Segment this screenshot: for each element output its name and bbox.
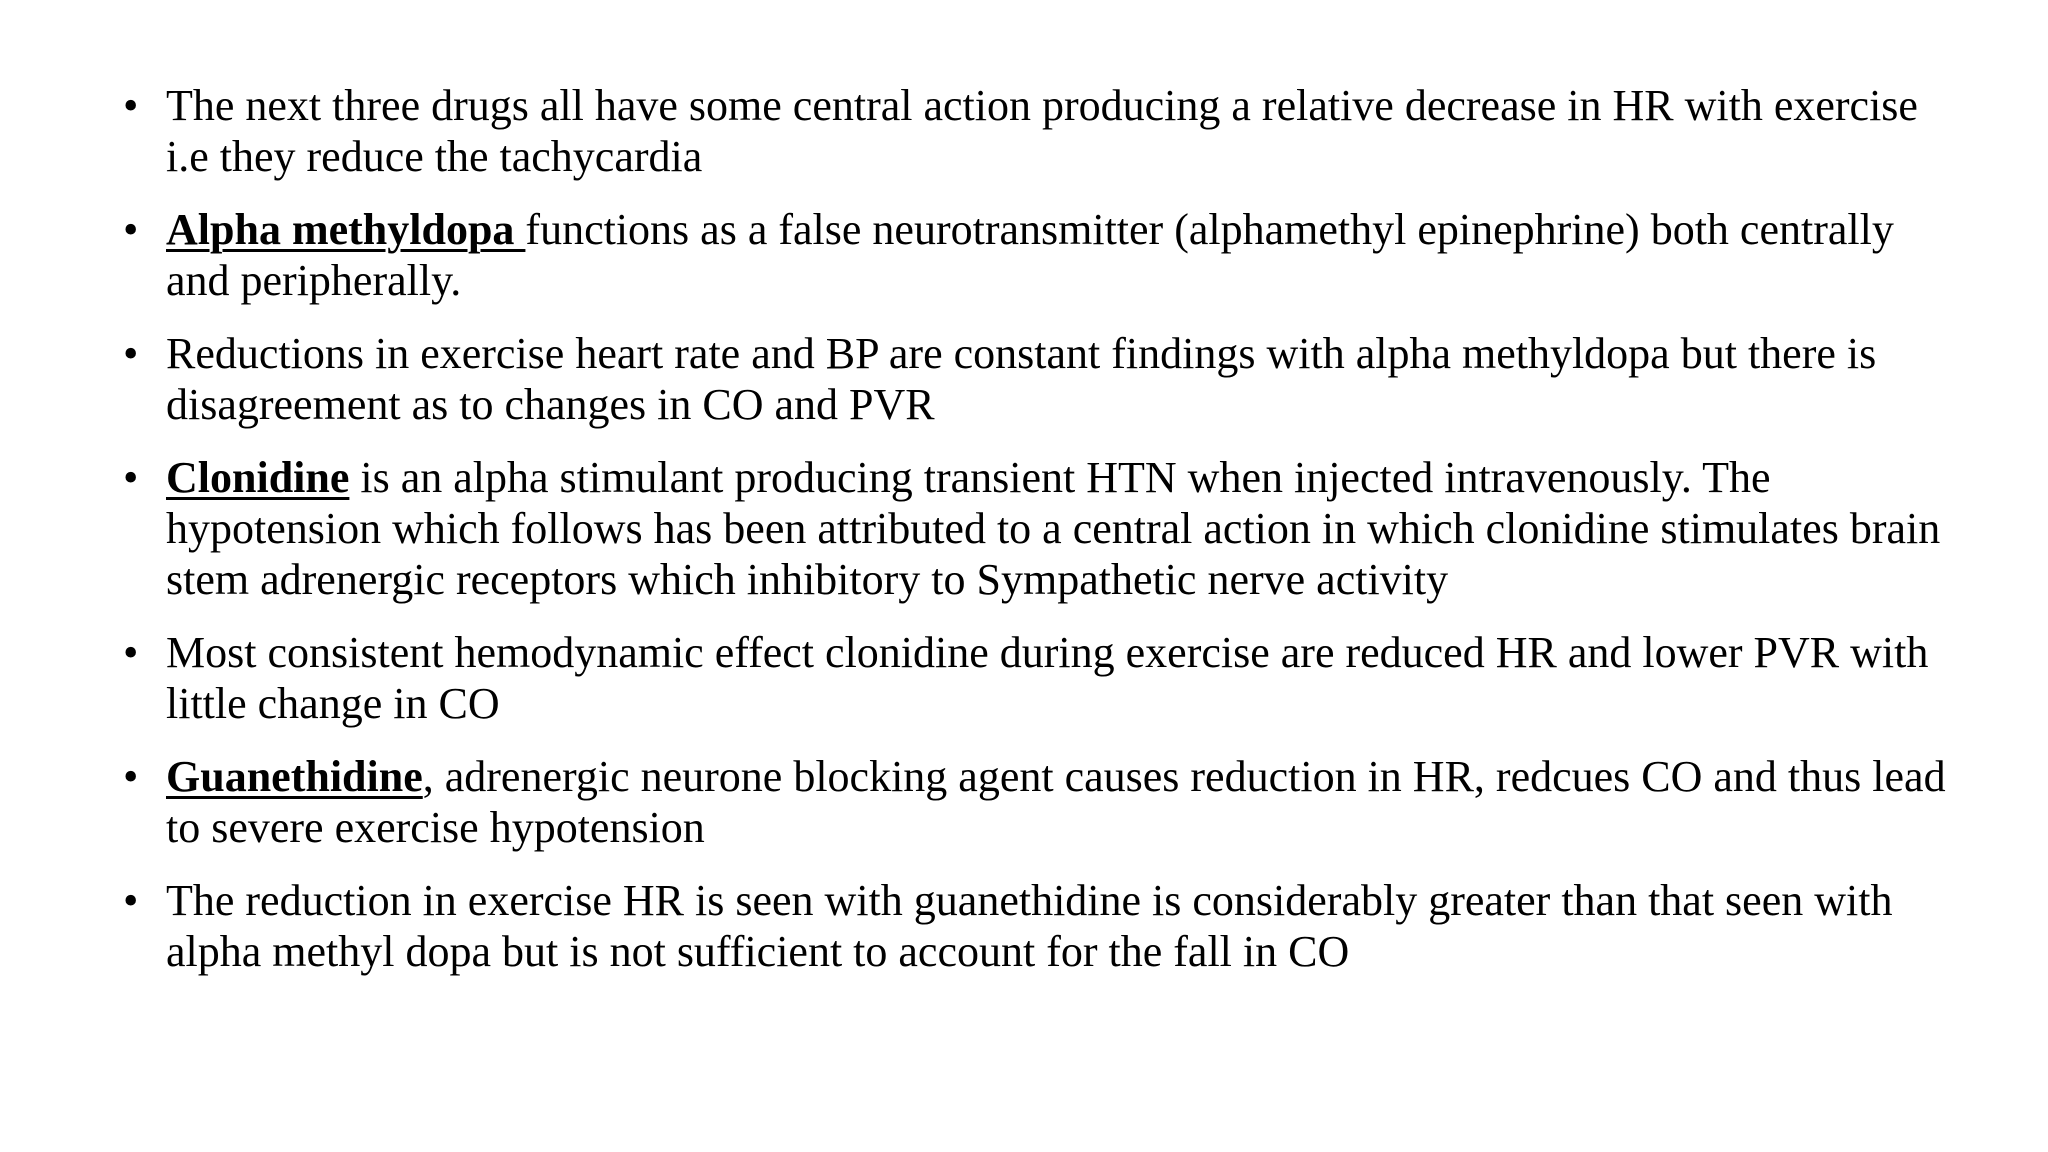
bullet-text: functions as a false neurotransmitter (alphamethyl epinephrine) both centrally and peripherally. [166, 205, 1894, 305]
bullet-list [120, 80, 1960, 999]
bullet-item [120, 80, 1960, 182]
bullet-item [120, 328, 1960, 430]
bullet-dot-icon: • [123, 205, 139, 254]
bullet-item [120, 452, 1960, 605]
bullet-dot-icon: • [123, 876, 139, 925]
bullet-term: Alpha methyldopa [166, 205, 526, 254]
bullet-dot-icon: • [123, 453, 139, 502]
bullet-text: is an alpha stimulant producing transient HTN when injected intravenously. The hypotension which follows has been attributed to a central action in which clonidine stimulates brain stem adrenergic receptors which inhibitory to Sympathetic nerve activity [166, 453, 1941, 604]
bullet-item [120, 204, 1960, 306]
bullet-text: Reductions in exercise heart rate and BP are constant findings with alpha methyldopa but there is disagreement as to changes in CO and PVR [166, 329, 1877, 429]
bullet-dot-icon: • [123, 81, 139, 130]
bullet-dot-icon: • [123, 628, 139, 677]
bullet-item [120, 627, 1960, 729]
bullet-item [120, 751, 1960, 853]
bullet-text: The reduction in exercise HR is seen with guanethidine is considerably greater than that seen with alpha methyl dopa but is not sufficient to account for the fall in CO [166, 876, 1893, 976]
bullet-dot-icon: • [123, 329, 139, 378]
bullet-term: Guanethidine [166, 752, 423, 801]
bullet-text: The next three drugs all have some central action producing a relative decrease in HR with exercise i.e they reduce the tachycardia [166, 81, 1918, 181]
bullet-item [120, 875, 1960, 977]
bullet-text: , adrenergic neurone blocking agent causes reduction in HR, redcues CO and thus lead to severe exercise hypotension [166, 752, 1946, 852]
bullet-dot-icon: • [123, 752, 139, 801]
bullet-term: Clonidine [166, 453, 350, 502]
bullet-text: Most consistent hemodynamic effect clonidine during exercise are reduced HR and lower PVR with little change in CO [166, 628, 1929, 728]
